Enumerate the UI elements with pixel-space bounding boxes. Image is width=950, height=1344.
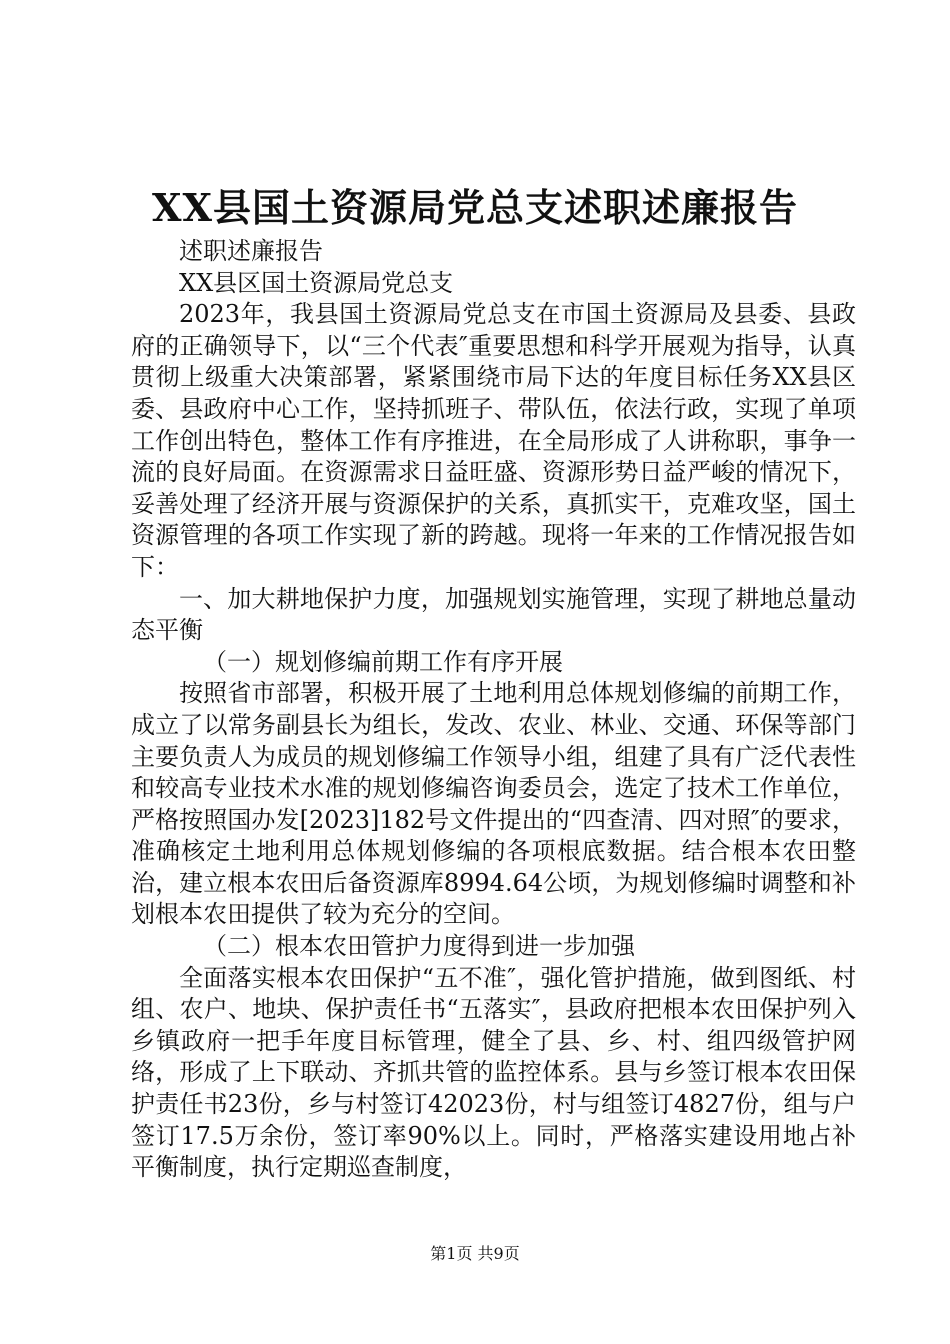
paragraph-subsection-one-heading: （一）规划修编前期工作有序开展 <box>203 647 563 676</box>
paragraph-intro: 2023年，我县国土资源局党总支在市国土资源局及县委、县政府的正确领导下，以“三个代表″重要思想和科学开展观为指导，认真贯彻上级重大决策部署，紧紧围绕市局下达的年度目标任务XX县区委、县政府中心工作，坚持抓班子、带队伍，依法行政，实现了单项工作创出特色，整体工作有序推进，在全局形成了人讲称职，事争一流的良好局面。在资源需求日益旺盛、资源形势日益严峻的情况下，妥善处理了经济开展与资源保护的关系，真抓实干，克难攻坚，国土资源管理的各项工作实现了新的跨越。现将一年来的工作情况报告如下： <box>131 300 856 581</box>
document-title: XX县国土资源局党总支述职述廉报告 <box>152 185 798 230</box>
paragraph-subsection-two-body: 全面落实根本农田保护“五不准″，强化管护措施，做到图纸、村组、农户、地块、保护责任书“五落实″，县政府把根本农田保护列入乡镇政府一把手年度目标管理，健全了县、乡、村、组四级管护网络，形成了上下联动、齐抓共管的监控体系。县与乡签订根本农田保护责任书23份，乡与村签订42023份，村与组签订4827份，组与户签订17.5万余份，签订率90%以上。同时，严格落实建设用地占补平衡制度，执行定期巡查制度， <box>131 963 856 1182</box>
paragraph-report-heading: 述职述廉报告 <box>179 237 323 265</box>
paragraph-section-one-heading: 一、加大耕地保护力度，加强规划实施管理，实现了耕地总量动态平衡 <box>131 584 856 645</box>
paragraph-subsection-two-heading: （二）根本农田管护力度得到进一步加强 <box>203 932 635 961</box>
document-body <box>131 236 856 1184</box>
paragraph-subsection-one-body: 按照省市部署，积极开展了土地利用总体规划修编的前期工作，成立了以常务副县长为组长，发改、农业、林业、交通、环保等部门主要负责人为成员的规划修编工作领导小组，组建了具有广泛代表性和较高专业技术水准的规划修编咨询委员会，选定了技术工作单位，严格按照国办发[2023]182号文件提出的“四查清、四对照″的要求，准确核定土地利用总体规划修编的各项根底数据。结合根本农田整治，建立根本农田后备资源库8994.64公顷，为规划修编时调整和补划根本农田提供了较为充分的空间。 <box>131 679 856 929</box>
page-number-footer: 第1页 共9页 <box>430 1244 520 1263</box>
paragraph-organization: XX县区国土资源局党总支 <box>179 268 454 297</box>
